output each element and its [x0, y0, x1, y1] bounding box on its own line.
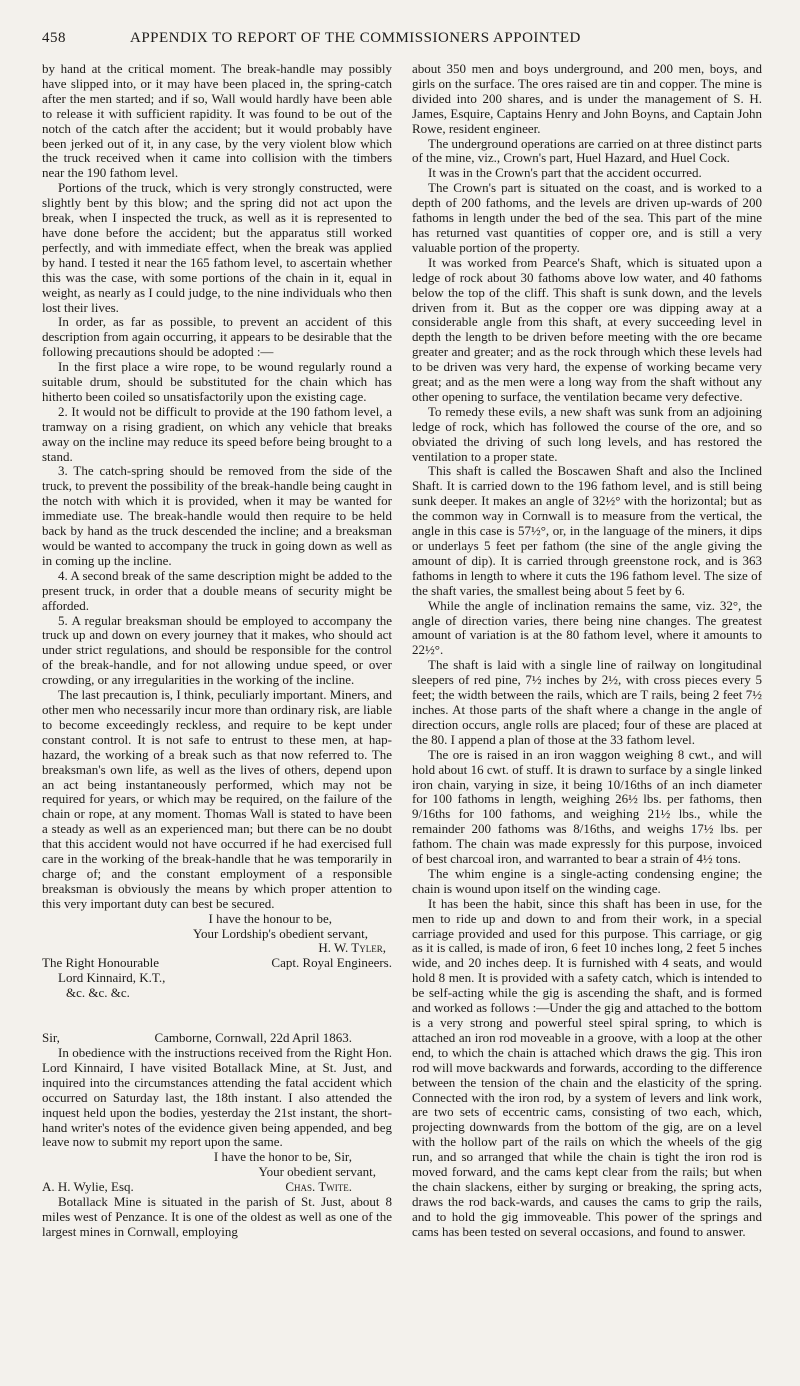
signature-name: Chas. Twite. — [285, 1179, 352, 1195]
paragraph: 4. A second break of the same description might be added to the present truck, in order that a double means of security might be afforded. — [42, 567, 392, 613]
closing-line: I have the honor to be, Sir, — [213, 1149, 352, 1165]
paragraph: by hand at the critical moment. The break-handle may possibly have slipped into, or it may have been placed in, the spring-catch after the men started; and if so, Wall would hardly have been able to release it with sufficient rapidity. It was found to be out of the notch of the catch after the accident; but it would probably have been jerked out of it, in any case, by the very violent blow which the truck received when it came into collision with the timbers near the 190 fathom level. — [42, 62, 392, 181]
paragraph: Portions of the truck, which is very strongly constructed, were slightly bent by this blow; and the spring did not act upon the break, when I inspected the truck, as well as it is represented to have done before the accident; but the apparatus still worked perfectly, and with immediate effect, when the break was applied by hand. I tested it near the 165 fathom level, to ascertain whether this was the case, with some portions of the chain in it, equal in weight, as nearly as I could judge, to the nine individuals who then lost their lives. — [42, 180, 392, 315]
closing-line: I have the honour to be, — [208, 910, 332, 926]
paragraph: The Crown's part is situated on the coast, and is worked to a depth of 200 fathoms, and the levels are driven up-wards of 200 fathoms in length under the bed of the sea. This part of the mine has returned vast quantities of copper ore, and is still a very valuable portion of the property. — [412, 180, 762, 255]
salutation: Sir, — [42, 1030, 60, 1046]
paragraph: The whim engine is a single-acting condensing engine; the chain is wound upon itself on the winding cage. — [412, 865, 762, 896]
right-column — [412, 62, 762, 1362]
place-date: Camborne, Cornwall, 22d April 1863. — [154, 1030, 352, 1046]
paragraph: It has been the habit, since this shaft has been in use, for the men to ride up and down to and from their work, in a special carriage provided and used for this purpose. This carriage, or gig as it is called, is made of iron, 6 feet 10 inches long, 2 feet 5 inches wide, and 20 inches deep. It is furnished with 4 seats, and would hold 8 men. It is provided with a safety catch, which is intended to be self-acting while the gig is ascending the shaft, and is formed and worked as follows :—Under the gig and attached to the bottom is a very strong and powerful steel spiral spring, to which is attached an iron rod moveable in a groove, with a loop at the other end, to which the chain is attached which draws the gig. This iron rod will move backwards and forwards, according to the difference between the tension of the chain and the elasticity of the spring. Connected with the iron rod, by a system of levers and link work, are two sets of eccentric cams, consisting of two each, which, projecting downwards from the bottom of the gig, are on a level with the hollow part of the rails on which the wheels of the gig run, and so arranged that while the chain is tight the iron rod is moved forward, and the cams kept clear from the rails; but when the chain slackens, either by surging or breaking, the spring acts, draws the rod back-wards, and causes the cams to grip the rails, and to hold the gig immoveable. This power of the springs and cams has been tested on several occasions, and found to answer. — [412, 895, 762, 1239]
paragraph: It was in the Crown's part that the accident occurred. — [428, 165, 702, 181]
addressee-line: Lord Kinnaird, K.T., — [58, 970, 166, 986]
paragraph: In obedience with the instructions received from the Right Hon. Lord Kinnaird, I have visited Botallack Mine, at St. Just, and inquired into the circumstances attending the fatal accident which occurred on Saturday last, the 18th instant. I also attended the inquest held upon the bodies, yesterday the 21st instant, the short-hand writer's notes of the evidence given being appended, and beg leave now to submit my report upon the same. — [42, 1045, 392, 1150]
paragraph: The underground operations are carried on at three distinct parts of the mine, viz., Crown's part, Huel Hazard, and Huel Cock. — [412, 135, 762, 166]
paragraph: Botallack Mine is situated in the parish of St. Just, about 8 miles west of Penzance. It is one of the oldest as well as one of the largest mines in Cornwall, employing — [42, 1194, 392, 1239]
paragraph: 2. It would not be difficult to provide at the 190 fathom level, a tramway on a rising gradient, on which any vehicle that breaks away on the incline may reduce its speed before being brought to a stand. — [42, 403, 392, 464]
paragraph: 5. A regular breaksman should be employed to accompany the truck up and down on every journey that it makes, who should act under strict regulations, and should be responsible for the control of the break-handle, and for not allowing undue speed, or over crowding, or any irregularities in the working of the incline. — [42, 612, 392, 688]
paragraph: It was worked from Pearce's Shaft, which is situated upon a ledge of rock about 30 fathoms above low water, and 40 fathoms below the top of the cliff. This shaft is sunk down, and the levels driven from it. But as the copper ore was dipping away at a considerable angle from this shaft, at every succeeding level in depth the length to be driven before meeting with the ore became greater and greater; and as the rock through which these levels had to be driven was very hard, the expense of working became very great; and as the men were a long way from the shaft without any other opening to surface, the ventilation became very defective. — [412, 254, 762, 404]
left-column — [42, 62, 392, 1362]
addressee-line: &c. &c. &c. — [66, 985, 130, 1001]
paragraph: The last precaution is, I think, peculiarly important. Miners, and other men who necessarily incur more than ordinary risk, are liable to become exceedingly reckless, and require to be kept under constant control. It is not safe to entrust to these men, at hap-hazard, the working of a break such as that now referred to. The breaksman's own life, as well as the lives of others, depend upon an act being instantaneously performed, which may not be required for years, or which may be required, on the failure of the chain or rope, at any moment. Thomas Wall is stated to have been a steady as well as an experienced man; but there can be no doubt that this accident would not have occurred if he had exercised full care in the working of the break-handle that he was temporarily in charge of; and the constant employment of a responsible breaksman is obviously the means by which proper attention to this very important duty can best be secured. — [42, 687, 392, 911]
paragraph: The ore is raised in an iron waggon weighing 8 cwt., and will hold about 16 cwt. of stuff. It is drawn to surface by a single linked iron chain, varying in size, it being 10/16ths of an inch diameter for 100 fathoms in length, weighing 26½ lbs. per fathoms, then 9/16ths for 100 fathoms, and weighing 21½ lbs., while the remainder 200 fathoms was 8/16ths, and weighs 17½ lbs. per fathom. The chain was made expressly for this purpose, invoiced of best charcoal iron, and warranted to bear a strain of 4½ tons. — [412, 746, 762, 867]
paragraph: This shaft is called the Boscawen Shaft and also the Inclined Shaft. It is carried down to the 196 fathom level, and is still being sunk deeper. It makes an angle of 32½° with the horizontal; but as the common way in Cornwall is to measure from the vertical, the angle in this case is 57½°, or, in the language of the miners, it dips or underlays 5 feet per fathom (the sine of the angle giving the amount of dip). It is carried through greenstone rock, and is 363 fathoms in length to where it cuts the 196 fathom level. The size of the shaft varies, the smallest being about 5 feet by 6. — [412, 463, 762, 598]
running-head: APPENDIX TO REPORT OF THE COMMISSIONERS APPOINTED — [130, 30, 581, 46]
addressee-row — [42, 1180, 392, 1195]
signature-title: Capt. Royal Engineers. — [271, 955, 392, 971]
paragraph: In the first place a wire rope, to be wound regularly round a suitable drum, should be substituted for the chain which has hitherto been coiled so unsatisfactorily upon the existing cage. — [42, 359, 392, 404]
paragraph: The shaft is laid with a single line of railway on longitudinal sleepers of red pine, 7½ inches by 2½, with cross pieces every 5 feet; the width between the rails, which are T rails, being 2 feet 7½ inches. At those parts of the shaft where a change in the angle of direction occurs, angle rolls are placed; four of these are placed at the 80. I append a plan of those at the 33 fathom level. — [412, 657, 762, 747]
paragraph: While the angle of inclination remains the same, viz. 32°, the angle of direction varies, there being nine changes. The greatest amount of variation is at the 80 fathom level, where it amounts to 22½°. — [412, 597, 762, 658]
closing-line: Your obedient servant, — [258, 1164, 376, 1180]
page-number: 458 — [42, 30, 66, 46]
signature-name: H. W. Tyler, — [318, 940, 386, 956]
addressee-line: The Right Honourable — [42, 955, 159, 971]
letter-heading — [42, 1031, 392, 1046]
paragraph: In order, as far as possible, to prevent an accident of this description from again occurring, it appears to be desirable that the following precautions should be adopted :— — [42, 314, 392, 360]
addressee-line: A. H. Wylie, Esq. — [42, 1179, 134, 1195]
paragraph: 3. The catch-spring should be removed from the side of the truck, to prevent the possibility of the break-handle being caught in the notch with which it is provided, when it may be wanted for immediate use. The break-handle would then require to be held back by hand as the truck descended the incline; and a breaksman would be wanted to accompany the truck in going down as well as in coming up the incline. — [42, 463, 392, 568]
addressee-row — [42, 956, 392, 971]
page-header — [42, 30, 762, 58]
paragraph: about 350 men and boys underground, and 200 men, boys, and girls on the surface. The ores raised are tin and copper. The mine is divided into 200 shares, and is under the management of S. H. James, Esquire, Captains Henry and John Boyns, and Captain John Rowe, resident engineer. — [412, 62, 762, 136]
paragraph: To remedy these evils, a new shaft was sunk from an adjoining ledge of rock, which has followed the course of the ore, and so obviated the driving of such long levels, and has restored the ventilation to a proper state. — [412, 403, 762, 464]
closing-line: Your Lordship's obedient servant, — [192, 925, 368, 941]
